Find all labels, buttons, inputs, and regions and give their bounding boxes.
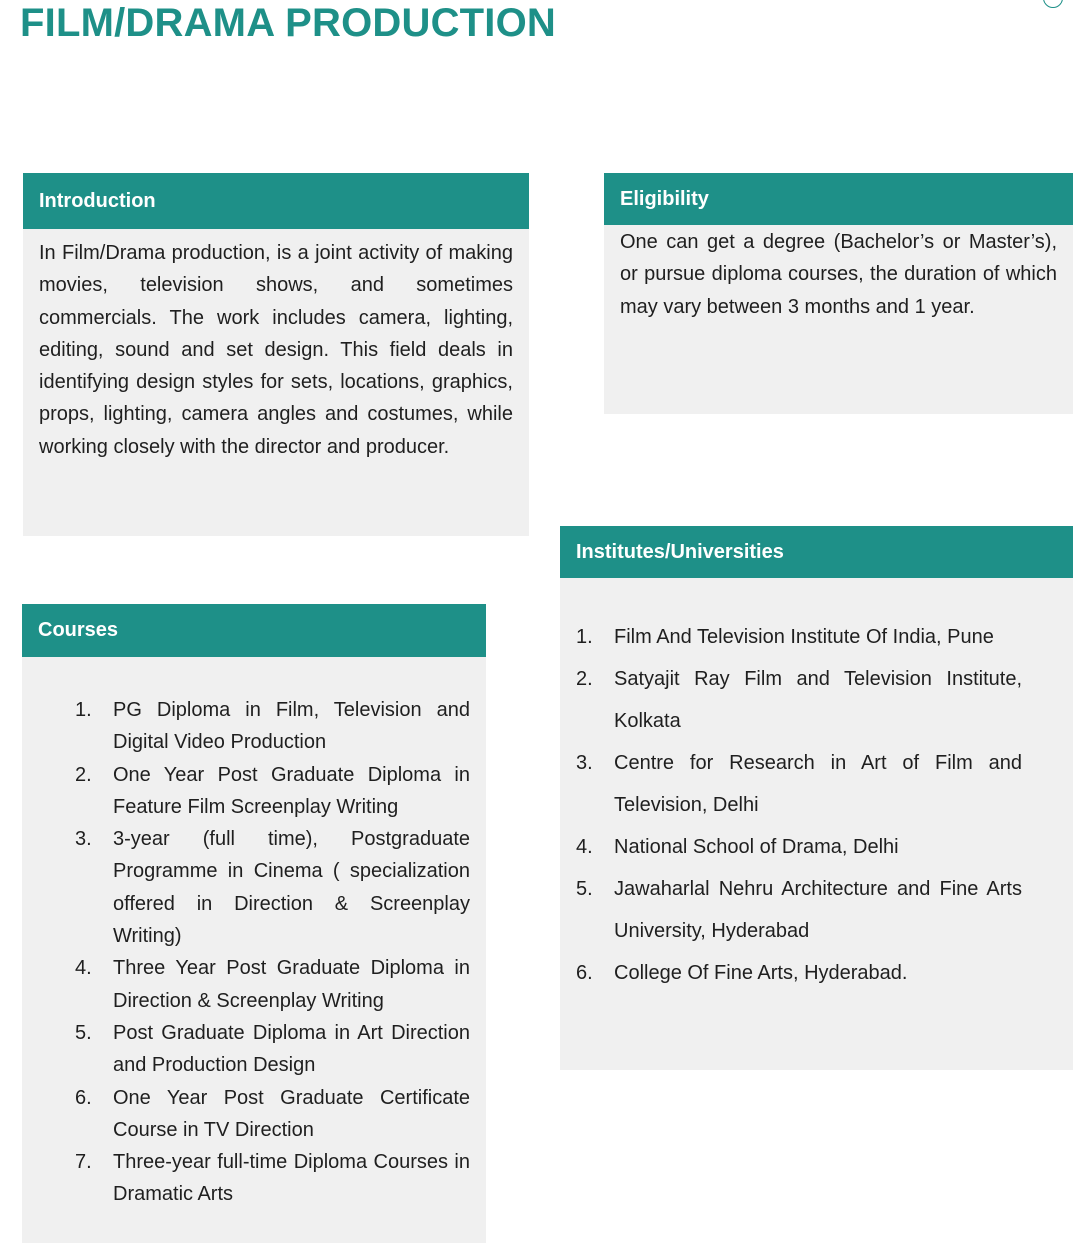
list-item-text: National School of Drama, Delhi [614, 836, 899, 858]
list-item-text: Film And Television Institute Of India, Pune [614, 626, 994, 648]
courses-list [75, 694, 470, 1211]
page-title: FILM/DRAMA PRODUCTION [20, 1, 556, 45]
list-item-number: 7. [75, 1151, 92, 1174]
list-item [576, 868, 1022, 952]
list-item [75, 759, 470, 824]
list-item-text: Centre for Research in Art of Film and Television, Delhi [614, 752, 1022, 816]
list-item [576, 742, 1022, 826]
list-item [576, 616, 1022, 658]
list-item-number: 5. [75, 1021, 92, 1044]
list-item-number: 3. [75, 828, 92, 851]
list-item-text: One Year Post Graduate Diploma in Feature Film Screenplay Writing [113, 763, 470, 818]
introduction-text: In Film/Drama production, is a joint activity of making movies, television shows, and sometimes commercials. The work includes camera, lighting, editing, sound and set design. This field deals in identifying design styles for sets, locations, graphics, props, lighting, camera angles and costumes, while working closely with the director and producer. [39, 242, 513, 458]
list-item-text: Three-year full-time Diploma Courses in Dramatic Arts [113, 1151, 470, 1206]
list-item-text: Satyajit Ray Film and Television Institute, Kolkata [614, 668, 1022, 732]
eligibility-text: One can get a degree (Bachelor’s or Master’s), or pursue diploma courses, the duration of which may vary between 3 months and 1 year. [620, 231, 1057, 318]
introduction-heading: Introduction [23, 173, 529, 229]
courses-panel [22, 604, 486, 1243]
list-item-number: 1. [75, 699, 92, 721]
introduction-panel [23, 173, 529, 536]
list-item-number: 6. [576, 962, 593, 984]
list-item-number: 4. [576, 836, 593, 858]
list-item [576, 952, 1022, 994]
institutes-panel [560, 526, 1073, 1070]
corner-circle-icon [1043, 0, 1063, 8]
courses-list-container [22, 657, 486, 1211]
list-item-text: Jawaharlal Nehru Architecture and Fine Arts University, Hyderabad [614, 878, 1022, 942]
list-item-text: Three Year Post Graduate Diploma in Direction & Screenplay Writing [113, 957, 470, 1012]
list-item-number: 6. [75, 1086, 92, 1109]
list-item [75, 1017, 470, 1082]
list-item-number: 1. [576, 626, 593, 648]
list-item-number: 2. [75, 763, 92, 786]
list-item [75, 694, 470, 759]
list-item [75, 952, 470, 1017]
list-item-text: College Of Fine Arts, Hyderabad. [614, 962, 908, 984]
list-item-text: PG Diploma in Film, Television and Digital Video Production [113, 699, 470, 754]
courses-heading: Courses [22, 604, 486, 657]
list-item [75, 823, 470, 952]
list-item-number: 5. [576, 878, 593, 900]
list-item [75, 1082, 470, 1147]
list-item-number: 3. [576, 752, 593, 774]
institutes-list-container [560, 578, 1073, 994]
institutes-heading: Institutes/Universities [560, 526, 1073, 578]
list-item [75, 1146, 470, 1211]
eligibility-panel [604, 173, 1073, 414]
list-item-text: Post Graduate Diploma in Art Direction and Production Design [113, 1021, 470, 1077]
list-item-number: 2. [576, 668, 593, 690]
eligibility-heading: Eligibility [604, 173, 1073, 225]
list-item [576, 826, 1022, 868]
list-item-number: 4. [75, 957, 92, 980]
list-item-text: One Year Post Graduate Certificate Course in TV Direction [113, 1086, 470, 1141]
list-item-text: 3-year (full time), Postgraduate Programme in Cinema ( specialization offered in Direction & Screenplay Writing) [113, 828, 470, 948]
list-item [576, 658, 1022, 742]
institutes-list [576, 616, 1022, 994]
